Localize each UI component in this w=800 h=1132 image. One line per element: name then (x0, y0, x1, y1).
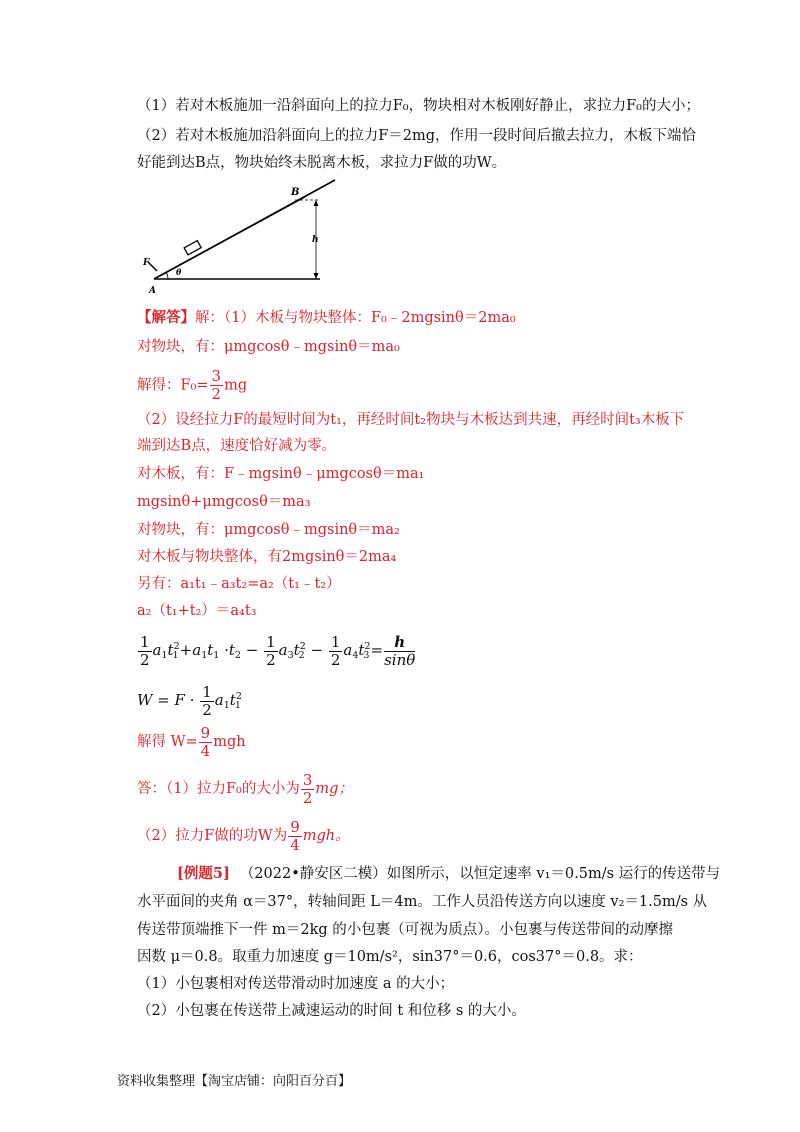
solution-line-2: 对物块，有：μmgcosθ﹣mgsinθ＝ma₀ (137, 339, 400, 355)
solution-line-10: a₂（t₁+t₂）＝a₄t₃ (137, 603, 257, 619)
label-a: A (149, 286, 156, 296)
solution-line-6: mgsinθ+μmgcosθ＝ma₃ (137, 494, 311, 510)
equation-work: W = F · $\frac{1}{2}$ $a_1t_1^2$ (137, 682, 242, 719)
problem-question-1: （1）若对木板施加一沿斜面向上的拉力F₀，物块相对木板刚好静止，求拉力F₀的大小； (137, 98, 700, 114)
example-line-3: 传送带顶端推下一件 m＝2kg 的小包裹（可视为质点）。小包裹与传送带间的动摩擦 (137, 922, 674, 938)
solution-line-8: 对木板与物块整体，有2mgsinθ＝2ma₄ (137, 549, 397, 565)
board (160, 197, 305, 276)
solution-line-5: 对木板，有：F﹣mgsinθ﹣μmgcosθ＝ma₁ (137, 466, 425, 482)
fraction-h-sin: $\frac{h}{\sin\theta}$ (384, 632, 416, 669)
solution-result: 解得 W= $\frac{9}{4}$ mgh (137, 723, 246, 760)
height-arrow-top (314, 200, 319, 206)
label-h: h (312, 235, 319, 245)
angle-arc (166, 272, 168, 279)
solution-tag: 【解答】 (137, 309, 195, 326)
example-tag: [例题5] (177, 865, 230, 882)
solution-line-7: 对物块，有：μmgcosθ﹣mgsinθ＝ma₂ (137, 522, 400, 538)
solution-line-4a: （2）设经拉力F的最短时间为t₁，再经时间t₂物块与木板达到共速，再经时间t₃木板下 (137, 412, 685, 428)
footer-text: 资料收集整理【淘宝店铺：向阳百分百】 (117, 1074, 352, 1089)
solution-line-1: 【解答】解：（1）木板与物块整体：F₀﹣2mgsinθ＝2ma₀ (137, 309, 516, 326)
equation-displacement: $\frac{1}{2}$ $a_1t_1^2+a_1t_1 \cdot t_2$ − $\frac{1}{2}$ $a_3t_2^2$ − $\frac{1}{2}$ $a_4t_3^2=$ $\frac{h}{\sin\theta}$ (140, 632, 416, 669)
answer-1: 答：（1）拉力F₀的大小为 $\frac{3}{2}$ mg； (137, 770, 353, 807)
solution-line-9: 另有：a₁t₁﹣a₃t₂=a₂（t₁﹣t₂） (137, 576, 341, 592)
label-f: F (143, 258, 150, 268)
block (184, 241, 201, 255)
example-line-4: 因数 μ＝0.8。取重力加速度 g＝10m/s²，sin37°＝0.6，cos37°＝0.8。求： (137, 949, 643, 965)
height-arrow-bottom (314, 273, 319, 279)
example-line-2: 水平面间的夹角 α＝37°，转轴间距 L＝4m。工作人员沿传送方向以速度 v₂＝1.5m/s 从 (137, 894, 708, 910)
example-line-1: [例题5] （2022•静安区二模）如图所示，以恒定速率 v₁＝0.5m/s 运行的传送带与 (177, 865, 721, 882)
label-theta: θ (176, 267, 182, 277)
fraction-3-2: $\frac{3}{2}$ (211, 367, 222, 403)
label-b: B (291, 187, 300, 198)
example-question-2: （2）小包裹在传送带上减速运动的时间 t 和位移 s 的大小。 (137, 1003, 526, 1019)
problem-question-2-line-1: （2）若对木板施加沿斜面向上的拉力F＝2mg，作用一段时间后撤去拉力，木板下端恰 (137, 128, 697, 144)
problem-question-2-line-2: 好能到达B点，物块始终未脱离木板，求拉力F做的功W。 (137, 155, 507, 171)
answer-2: （2）拉力F做的功W为 $\frac{9}{4}$ mgh。 (137, 817, 350, 854)
example-question-1: （1）小包裹相对传送带滑动时加速度 a 的大小； (137, 976, 455, 992)
incline-diagram (140, 176, 350, 298)
solution-line-3: 解得：F₀= $\frac{3}{2}$ mg (137, 367, 248, 403)
solution-line-4b: 端到达B点，速度恰好减为零。 (137, 438, 337, 454)
